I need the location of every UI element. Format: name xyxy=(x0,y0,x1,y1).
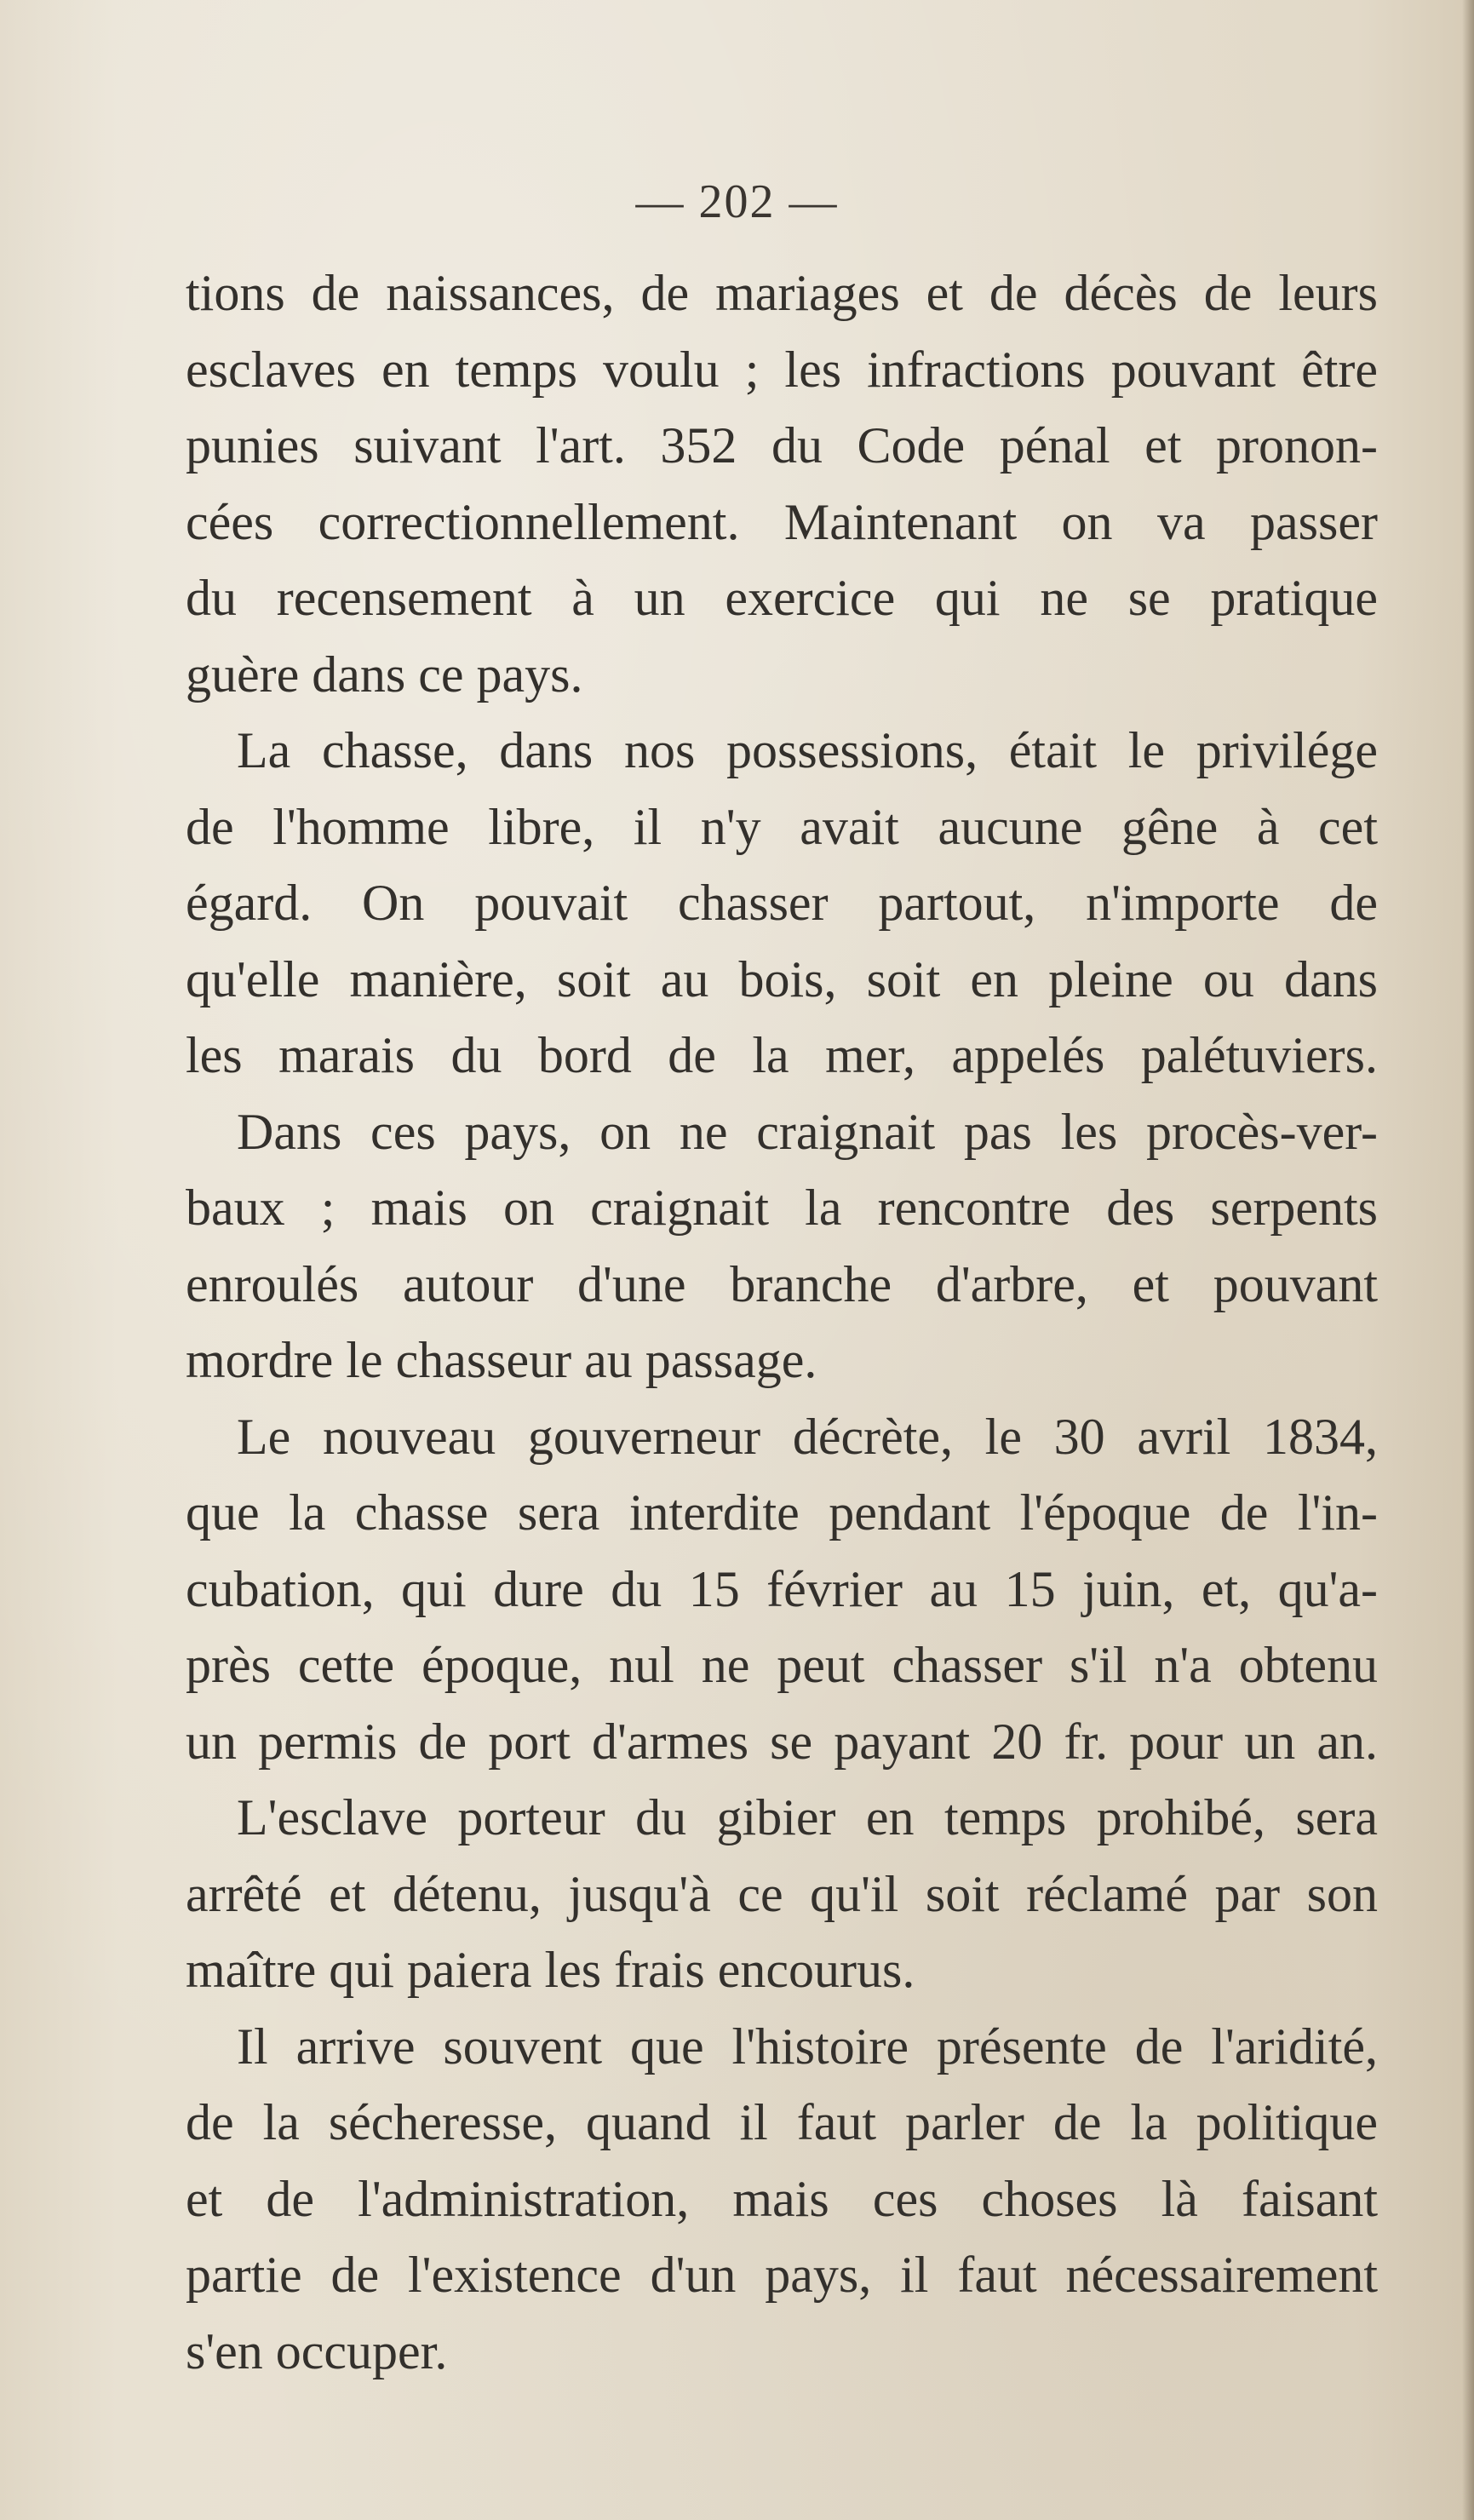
text-line: s'en occuper. xyxy=(186,2322,448,2379)
text-line: punies suivant l'art. 352 du Code pénal et pronon- xyxy=(186,417,1378,474)
text-line: égard. On pouvait chasser partout, n'importe de xyxy=(186,875,1378,931)
text-line: les marais du bord de la mer, appelés palétuviers. xyxy=(186,1027,1378,1083)
text-line: Le nouveau gouverneur décrète, le 30 avril 1834, xyxy=(237,1408,1378,1465)
text-line: arrêté et détenu, jusqu'à ce qu'il soit réclamé par son xyxy=(186,1865,1378,1922)
text-line: du recensement à un exercice qui ne se pratique xyxy=(186,570,1378,626)
text-line: cées correctionnellement. Maintenant on va passer xyxy=(186,493,1378,550)
text-line: baux ; mais on craignait la rencontre des serpents xyxy=(186,1180,1378,1236)
text-line: guère dans ce pays. xyxy=(186,646,583,703)
text-line: près cette époque, nul ne peut chasser s'il n'a obtenu xyxy=(186,1637,1378,1693)
body-text xyxy=(186,255,1378,2390)
text-line: La chasse, dans nos possessions, était le privilége xyxy=(237,722,1378,778)
text-line: cubation, qui dure du 15 février au 15 juin, et, qu'a- xyxy=(186,1560,1378,1617)
text-line: enroulés autour d'une branche d'arbre, et pouvant xyxy=(186,1255,1378,1312)
text-line: et de l'administration, mais ces choses là faisant xyxy=(186,2170,1378,2227)
text-line: un permis de port d'armes se payant 20 fr. pour un an. xyxy=(186,1713,1378,1770)
text-line: que la chasse sera interdite pendant l'époque de l'in- xyxy=(186,1484,1378,1541)
text-line: de la sécheresse, quand il faut parler de la politique xyxy=(186,2094,1378,2150)
page-number: — 202 — xyxy=(635,175,839,228)
page-edge-shadow xyxy=(1462,0,1474,2520)
text-line: mordre le chasseur au passage. xyxy=(186,1332,817,1388)
text-line: de l'homme libre, il n'y avait aucune gêne à cet xyxy=(186,798,1378,855)
text-line: qu'elle manière, soit au bois, soit en pleine ou dans xyxy=(186,950,1378,1007)
text-line: Dans ces pays, on ne craignait pas les procès-ver- xyxy=(237,1103,1378,1160)
text-line: maître qui paiera les frais encourus. xyxy=(186,1942,915,1998)
text-line: esclaves en temps voulu ; les infractions pouvant être xyxy=(186,341,1378,398)
text-line: Il arrive souvent que l'histoire présente de l'aridité, xyxy=(237,2018,1378,2075)
text-line: partie de l'existence d'un pays, il faut nécessairement xyxy=(186,2247,1378,2303)
text-line: tions de naissances, de mariages et de décès de leurs xyxy=(186,265,1378,321)
text-line: L'esclave porteur du gibier en temps prohibé, sera xyxy=(237,1789,1378,1846)
